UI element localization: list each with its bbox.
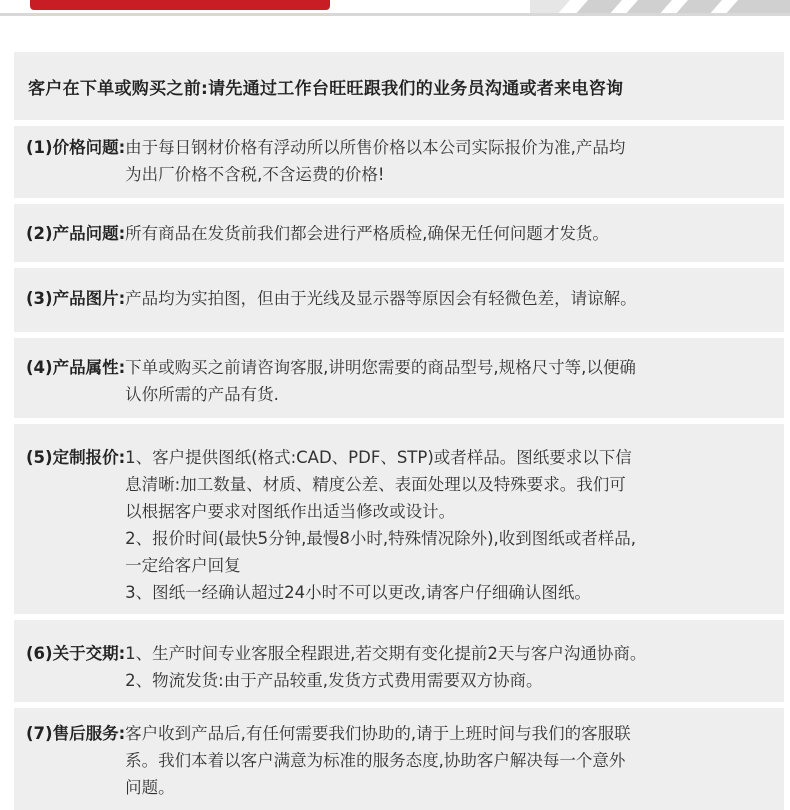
top-banner [0, 0, 790, 16]
section-label: (3)产品图片: [26, 289, 126, 308]
section-content: 客户收到产品后,有任何需要我们协助的,请于上班时间与我们的客服联 系。我们本着以客户满意为标准的服务态度,协助客户解决每一个意外 问题。 [125, 724, 631, 797]
section-price [14, 126, 784, 198]
section-label: (1)价格问题: [26, 138, 126, 157]
section-attributes [14, 338, 784, 418]
banner-red-strip [30, 0, 330, 10]
section-label: (7)售后服务: [26, 724, 126, 743]
section-label: (6)关于交期: [26, 644, 126, 663]
section-label: (2)产品问题: [26, 224, 126, 243]
notice-header-text: 客户在下单或购买之前:请先通过工作台旺旺跟我们的业务员沟通或者来电咨询 [28, 79, 624, 99]
section-label: (4)产品属性: [26, 358, 126, 377]
section-label: (5)定制报价: [26, 448, 126, 467]
section-content: 下单或购买之前请咨询客服,讲明您需要的商品型号,规格尺寸等,以便确 认你所需的产品有货. [125, 358, 636, 404]
section-custom-quote [14, 424, 784, 614]
notice-header [14, 52, 784, 120]
section-content: 由于每日钢材价格有浮动所以所售价格以本公司实际报价为准,产品均 为出厂价格不含税,不含运费的价格! [125, 138, 626, 184]
section-content: 1、生产时间专业客服全程跟进,若交期有变化提前2天与客户沟通协商。 2、物流发货:由于产品较重,发货方式费用需要双方协商。 [125, 644, 647, 690]
section-product [14, 204, 784, 262]
section-delivery [14, 620, 784, 702]
section-images [14, 268, 784, 332]
section-after-sales [14, 708, 784, 810]
section-content: 1、客户提供图纸(格式:CAD、PDF、STP)或者样品。图纸要求以下信 息清晰:加工数量、材质、精度公差、表面处理以及特殊要求。我们可 以根据客户要求对图纸作出适当修改或设计。 2、报价时间(最快5分钟,最慢8小时,特殊情况除外),收到图纸或者样品, 一定给客户回复 3、图纸一经确认超过24小时不可以更改,请客户仔细确认图纸。 [125, 448, 637, 602]
banner-base-line [0, 13, 790, 16]
section-content: 所有商品在发货前我们都会进行严格质检,确保无任何问题才发货。 [125, 224, 609, 243]
section-content: 产品均为实拍图，但由于光线及显示器等原因会有轻微色差，请谅解。 [125, 289, 637, 308]
